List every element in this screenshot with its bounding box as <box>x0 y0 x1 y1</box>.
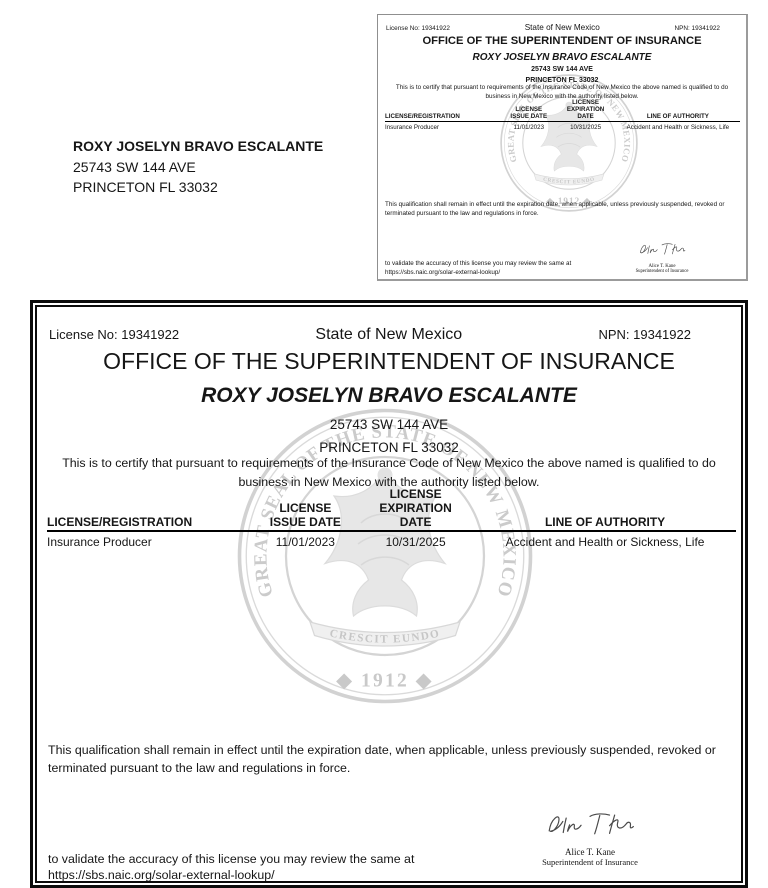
licensee-address-line1: 25743 SW 144 AVE <box>329 417 449 432</box>
validation-url: https://sbs.naic.org/solar-external-lookup/ <box>385 269 501 277</box>
recipient-name: ROXY JOSELYN BRAVO ESCALANTE <box>73 138 324 154</box>
header-exp-line1: LICENSE <box>389 487 442 501</box>
signature-block <box>505 807 675 867</box>
certify-text: This is to certify that pursuant to requirements of the Insurance Code of New Mexico the above named is qualified to do business in New Mexico with the authority listed below. <box>395 84 729 101</box>
header-exp-line2: EXPIRATION <box>379 501 452 515</box>
header-expiration-date <box>555 99 615 120</box>
signature-name: Alice T. Kane <box>565 847 615 857</box>
header-line-of-authority: LINE OF AUTHORITY <box>646 113 709 120</box>
header-issue-date <box>502 106 555 120</box>
office-title: OFFICE OF THE SUPERINTENDENT OF INSURANCE <box>103 348 675 374</box>
licensee-name: ROXY JOSELYN BRAVO ESCALANTE <box>472 52 652 63</box>
license-table-header <box>385 99 740 122</box>
header-issue-line1: LICENSE <box>515 106 543 113</box>
license-table-row <box>47 532 736 549</box>
licensee-address-line1: 25743 SW 144 AVE <box>531 66 593 73</box>
header-license-registration: LICENSE/REGISTRATION <box>47 515 193 529</box>
recipient-address-line2: PRINCETON FL 33032 <box>73 179 218 195</box>
cell-expiration-date: 10/31/2025 <box>385 535 446 549</box>
license-table-row <box>385 122 740 131</box>
header-exp-line1: LICENSE <box>572 99 599 106</box>
certificate-preview <box>377 14 748 281</box>
cell-registration: Insurance Producer <box>47 535 152 549</box>
signature-image <box>540 807 640 841</box>
header-line-of-authority: LINE OF AUTHORITY <box>544 515 666 529</box>
cell-registration: Insurance Producer <box>385 124 439 131</box>
office-title: OFFICE OF THE SUPERINTENDENT OF INSURANCE <box>422 35 702 47</box>
cell-issue-date: 11/01/2023 <box>513 124 545 131</box>
validation-text: to validate the accuracy of this license you may review the same at <box>48 852 415 866</box>
validation-text: to validate the accuracy of this license you may review the same at <box>385 260 572 267</box>
qualification-text: This qualification shall remain in effect until the expiration date, when applicable, unless previously suspended, revoked or terminated pursuant to the law and regulations in force. <box>385 201 725 218</box>
header-issue-line1: LICENSE <box>279 501 332 515</box>
state-title: State of New Mexico <box>524 23 600 32</box>
header-expiration-date <box>357 487 474 529</box>
header-exp-line3: DATE <box>399 515 432 529</box>
signature-title: Superintendent of Insurance <box>635 269 689 274</box>
license-number: License No: 19341922 <box>386 25 450 32</box>
licensee-address-line2: PRINCETON FL 33032 <box>525 76 599 84</box>
signature-name: Alice T. Kane <box>648 264 676 269</box>
license-table <box>385 99 740 131</box>
header-issue-date <box>254 501 357 529</box>
header-issue-line2: ISSUE DATE <box>269 515 341 529</box>
licensee-address-line2: PRINCETON FL 33032 <box>319 440 459 455</box>
license-table-header <box>47 487 736 532</box>
cell-authority: Accident and Health or Sickness, Life <box>626 124 730 131</box>
signature-image <box>636 240 688 258</box>
certificate-meta-row <box>33 326 745 344</box>
signature-title: Superintendent of Insurance <box>542 857 638 867</box>
cell-issue-date: 11/01/2023 <box>275 535 335 549</box>
validation-url: https://sbs.naic.org/solar-external-lookup/ <box>48 868 275 883</box>
cell-expiration-date: 10/31/2025 <box>570 124 602 131</box>
certificate-main <box>30 300 748 888</box>
certificate-meta-row <box>378 23 746 32</box>
recipient-address-line1: 25743 SW 144 AVE <box>73 158 196 175</box>
npn-number: NPN: 19341922 <box>598 327 691 342</box>
signature-block <box>618 240 706 274</box>
qualification-text: This qualification shall remain in effect until the expiration date, when applicable, unless previously suspended, revoked or terminated pursuant to the law and regulations in force. <box>48 743 716 775</box>
header-license-registration: LICENSE/REGISTRATION <box>385 113 460 120</box>
header-exp-line2: EXPIRATION <box>566 106 605 113</box>
license-number: License No: 19341922 <box>49 327 180 342</box>
npn-number: NPN: 19341922 <box>674 25 720 32</box>
cell-authority: Accident and Health or Sickness, Life <box>505 535 705 549</box>
license-table <box>47 487 736 549</box>
header-exp-line3: DATE <box>577 113 594 120</box>
certify-text: This is to certify that pursuant to requirements of the Insurance Code of New Mexico the above named is qualified to do business in New Mexico with the authority listed below. <box>62 456 716 490</box>
header-issue-line2: ISSUE DATE <box>510 113 548 120</box>
licensee-name: ROXY JOSELYN BRAVO ESCALANTE <box>201 384 577 407</box>
recipient-address-block <box>73 136 323 198</box>
state-title: State of New Mexico <box>315 326 463 343</box>
